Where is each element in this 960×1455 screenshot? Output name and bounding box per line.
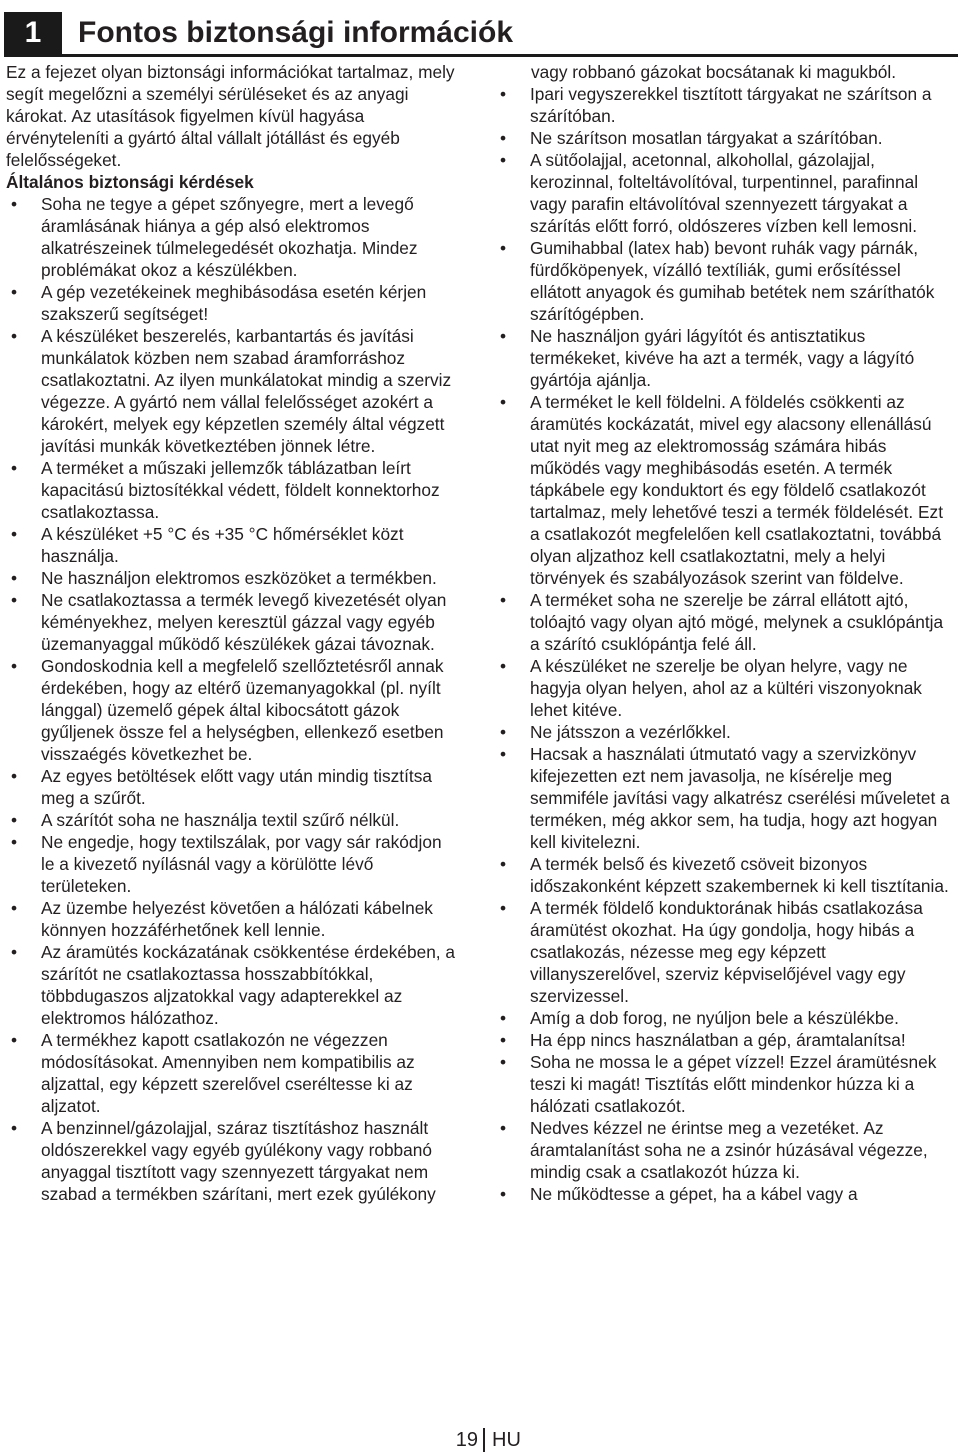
left-bullet-list	[6, 193, 458, 1205]
list-item	[6, 809, 458, 831]
bullet-icon: •	[10, 194, 18, 214]
bullet-icon: •	[10, 282, 18, 302]
list-item-text: A készüléket ne szerelje be olyan helyre, vagy ne hagyja olyan helyen, ahol az a kültéri viszonyoknak lehet kitéve.	[530, 656, 922, 720]
bullet-icon: •	[10, 832, 18, 852]
list-item-text: A készüléket +5 °C és +35 °C hőmérséklet közt használja.	[41, 524, 404, 566]
list-item	[495, 655, 955, 721]
list-item-text: A készüléket beszerelés, karbantartás és javítási munkálatok közben nem szabad áramforráshoz csatlakoztatni. Az ilyen munkálatokat mindig a szerviz végezze. A gyártó nem vállal felelősséget azokért a károkért, melyek egy képzetlen személy által végzett javítási munkák következtében jönnek létre.	[41, 326, 452, 456]
list-item-text: Gondoskodnia kell a megfelelő szellőztetésről annak érdekében, hogy az eltérő üzemanyagokkal (pl. nyílt lánggal) üzemelő gépek által kibocsátott gázok gyűljenek össze fel a helységben, ellenkező esetben visszaégés következhet be.	[41, 656, 444, 764]
left-column	[6, 61, 458, 1205]
list-item-text: Az áramütés kockázatának csökkentése érdekében, a szárítót ne csatlakoztassa hosszabbítókkal, többdugaszos aljzatokkal vagy adapterekkel az elektromos hálózathoz.	[41, 942, 456, 1028]
page-footer	[0, 1428, 960, 1452]
bullet-icon: •	[10, 568, 18, 588]
chapter-number: 1	[4, 12, 62, 54]
list-item-text: Ne használjon elektromos eszközöket a termékben.	[41, 568, 437, 588]
list-item	[6, 281, 458, 325]
list-item-text: Az üzembe helyezést követően a hálózati kábelnek könnyen hozzáférhetőnek kell lennie.	[41, 898, 433, 940]
list-item-text: Nedves kézzel ne érintse meg a vezetéket. Az áramtalanítást soha ne a zsinór húzásával végezze, mindig csak a csatlakozót húzza ki.	[530, 1118, 928, 1182]
intro-paragraph: Ez a fejezet olyan biztonsági információkat tartalmaz, mely segít megelőzni a személyi sérüléseket és az anyagi károkat. Az utasítások figyelmen kívül hagyása érvényteleníti a gyártó által vállalt jótállást és egyéb felelősségeket.	[6, 62, 455, 170]
bullet-icon: •	[499, 150, 507, 170]
bullet-icon: •	[10, 656, 18, 676]
bullet-icon: •	[10, 810, 18, 830]
list-item	[495, 1183, 955, 1205]
bullet-icon: •	[10, 524, 18, 544]
list-item-text: A termékhez kapott csatlakozón ne végezzen módosításokat. Amennyiben nem kompatibilis az aljzattal, egy képzett szerelővel cseréltesse ki az aljzatot.	[41, 1030, 415, 1116]
continued-text: vagy robbanó gázokat bocsátanak ki magukból.	[531, 62, 897, 82]
bullet-icon: •	[10, 590, 18, 610]
list-item-text: Gumihabbal (latex hab) bevont ruhák vagy párnák, fürdőköpenyek, vízálló textíliák, gumi erősítéssel ellátott anyagok és gumihab betétek nem száríthatók szárítógépben.	[530, 238, 935, 324]
list-item-text: A sütőolajjal, acetonnal, alkohollal, gázolajjal, kerozinnal, folteltávolítóval, turpentinnel, parafinnal vagy parafin eltávolítóval szennyezett tárgyakat a szárítás előtt forró, oldószeres vízben kell lemosni.	[530, 150, 919, 236]
bullet-icon: •	[499, 1052, 507, 1072]
language-code: HU	[492, 1429, 521, 1451]
list-item	[6, 457, 458, 523]
list-item-text: Ipari vegyszerekkel tisztított tárgyakat ne szárítson a szárítóban.	[530, 84, 932, 126]
list-item-text: Ne működtesse a gépet, ha a kábel vagy a	[530, 1184, 858, 1204]
list-item-text: Ne játsszon a vezérlőkkel.	[530, 722, 731, 742]
list-item	[495, 1117, 955, 1183]
list-item-text: A termék belső és kivezető csöveit bizonyos időszakonként képzett szakembernek ki kell tisztítania.	[530, 854, 949, 896]
bullet-icon: •	[10, 942, 18, 962]
bullet-icon: •	[499, 1118, 507, 1138]
chapter-header	[4, 12, 958, 56]
list-item	[6, 567, 458, 589]
list-item-text: Hacsak a használati útmutató vagy a szervizkönyv kifejezetten ezt nem javasolja, ne kísérelje meg semmiféle javítási vagy alkatrész cserélési műveletet a terméken, még akkor sem, ha tudja, hogy azt hogyan kell kivitelezni.	[530, 744, 950, 852]
page-number: 19	[455, 1429, 478, 1451]
bullet-icon: •	[499, 1008, 507, 1028]
list-item-text: A gép vezetékeinek meghibásodása esetén kérjen szakszerű segítséget!	[41, 282, 427, 324]
list-item	[6, 325, 458, 457]
list-item	[6, 897, 458, 941]
bullet-icon: •	[499, 128, 507, 148]
list-item-text: Soha ne tegye a gépet szőnyegre, mert a levegő áramlásának hiánya a gép alsó elektromos alkatrészeinek túlmelegedését okozhatja. Mindez problémákat okoz a készülékben.	[41, 194, 418, 280]
bullet-icon: •	[499, 238, 507, 258]
bullet-icon: •	[499, 392, 507, 412]
list-item-text: Ne csatlakoztassa a termék levegő kivezetését olyan kéményekhez, melyen keresztül gázzal vagy egyéb üzemanyaggal működő készülékek gázai távoznak.	[41, 590, 447, 654]
list-item-text: Ne használjon gyári lágyítót és antisztatikus termékeket, kivéve ha azt a termék, vagy a lágyító gyártója ajánlja.	[530, 326, 915, 390]
list-item	[6, 765, 458, 809]
list-item-text: A benzinnel/gázolajjal, száraz tisztításhoz használt oldószerekkel vagy egyéb gyúlékony vagy robbanó anyaggal tisztított vagy szennyezett tárgyakat nem szabad a termékben szárítani, mert ezek gyúlékony	[41, 1118, 436, 1204]
right-column	[495, 61, 955, 1205]
bullet-icon: •	[499, 590, 507, 610]
list-item	[495, 325, 955, 391]
list-item-text: Ne engedje, hogy textilszálak, por vagy sár rakódjon le a kivezető nyílásnál vagy a körülötte lévő területeken.	[41, 832, 442, 896]
list-item	[495, 1007, 955, 1029]
list-item-text: Ha épp nincs használatban a gép, áramtalanítsa!	[530, 1030, 906, 1050]
header-rule	[4, 54, 958, 57]
list-item	[6, 831, 458, 897]
list-item-text: Amíg a dob forog, ne nyúljon bele a készülékbe.	[530, 1008, 899, 1028]
list-item	[6, 523, 458, 567]
list-item	[495, 127, 955, 149]
chapter-title: Fontos biztonsági információk	[78, 16, 514, 49]
bullet-icon: •	[10, 458, 18, 478]
bullet-icon: •	[499, 1184, 507, 1204]
list-item	[495, 853, 955, 897]
bullet-icon: •	[499, 854, 507, 874]
list-item-text: A szárítót soha ne használja textil szűrő nélkül.	[41, 810, 400, 830]
list-item	[495, 149, 955, 237]
list-item	[6, 589, 458, 655]
right-bullet-list	[495, 83, 955, 1205]
bullet-icon: •	[499, 84, 507, 104]
bullet-icon: •	[499, 1030, 507, 1050]
bullet-icon: •	[10, 1118, 18, 1138]
list-item	[495, 721, 955, 743]
list-item	[495, 237, 955, 325]
bullet-icon: •	[499, 656, 507, 676]
bullet-icon: •	[10, 1030, 18, 1050]
bullet-icon: •	[10, 898, 18, 918]
list-item	[6, 193, 458, 281]
list-item	[495, 391, 955, 589]
list-item-text: A termék földelő konduktorának hibás csatlakozása áramütést okozhat. Ha úgy gondolja, hogy hibás a csatlakozás, nézesse meg egy képzett villanyszerelővel, szerviz képviselőjével vagy egy szervizessel.	[530, 898, 923, 1006]
list-item	[6, 655, 458, 765]
bullet-icon: •	[499, 744, 507, 764]
list-item	[495, 1029, 955, 1051]
list-item	[495, 743, 955, 853]
bullet-icon: •	[499, 898, 507, 918]
list-item	[6, 1029, 458, 1117]
list-item	[495, 1051, 955, 1117]
list-item-text: A terméket soha ne szerelje be zárral ellátott ajtó, tolóajtó vagy olyan ajtó mögé, melynek a csuklópántja a szárító csuklópántja felé áll.	[530, 590, 944, 654]
list-item	[495, 83, 955, 127]
bullet-icon: •	[499, 722, 507, 742]
list-item	[6, 941, 458, 1029]
list-item	[495, 589, 955, 655]
list-item-text: A terméket le kell földelni. A földelés csökkenti az áramütés kockázatát, mivel egy alacsony ellenállású utat nyit meg az elektromosság számára hibás működés vagy meghibásodás esetén. A termék tápkábele egy konduktort és egy földelő csatlakozót tartalmaz, mely lehetővé teszi a termék földelését. Ezt a csatlakozót megfelelően kell csatlakoztatni, továbbá olyan aljzathoz kell csatlakoztatni, mely a helyi törvények és szabályozások szerint van földelve.	[530, 392, 944, 588]
list-item	[6, 1117, 458, 1205]
bullet-icon: •	[499, 326, 507, 346]
list-item-text: A terméket a műszaki jellemzők táblázatban leírt kapacitású biztosítékkal védett, földelt konnektorhoz csatlakoztassa.	[41, 458, 440, 522]
bullet-icon: •	[10, 766, 18, 786]
list-item-text: Az egyes betöltések előtt vagy után mindig tisztítsa meg a szűrőt.	[41, 766, 432, 808]
footer-divider	[483, 1428, 485, 1452]
section-heading: Általános biztonsági kérdések	[6, 172, 254, 192]
list-item	[495, 897, 955, 1007]
list-item-text: Ne szárítson mosatlan tárgyakat a szárítóban.	[530, 128, 883, 148]
list-item-text: Soha ne mossa le a gépet vízzel! Ezzel áramütésnek teszi ki magát! Tisztítás előtt mindenkor húzza ki a hálózati csatlakozót.	[530, 1052, 937, 1116]
bullet-icon: •	[10, 326, 18, 346]
